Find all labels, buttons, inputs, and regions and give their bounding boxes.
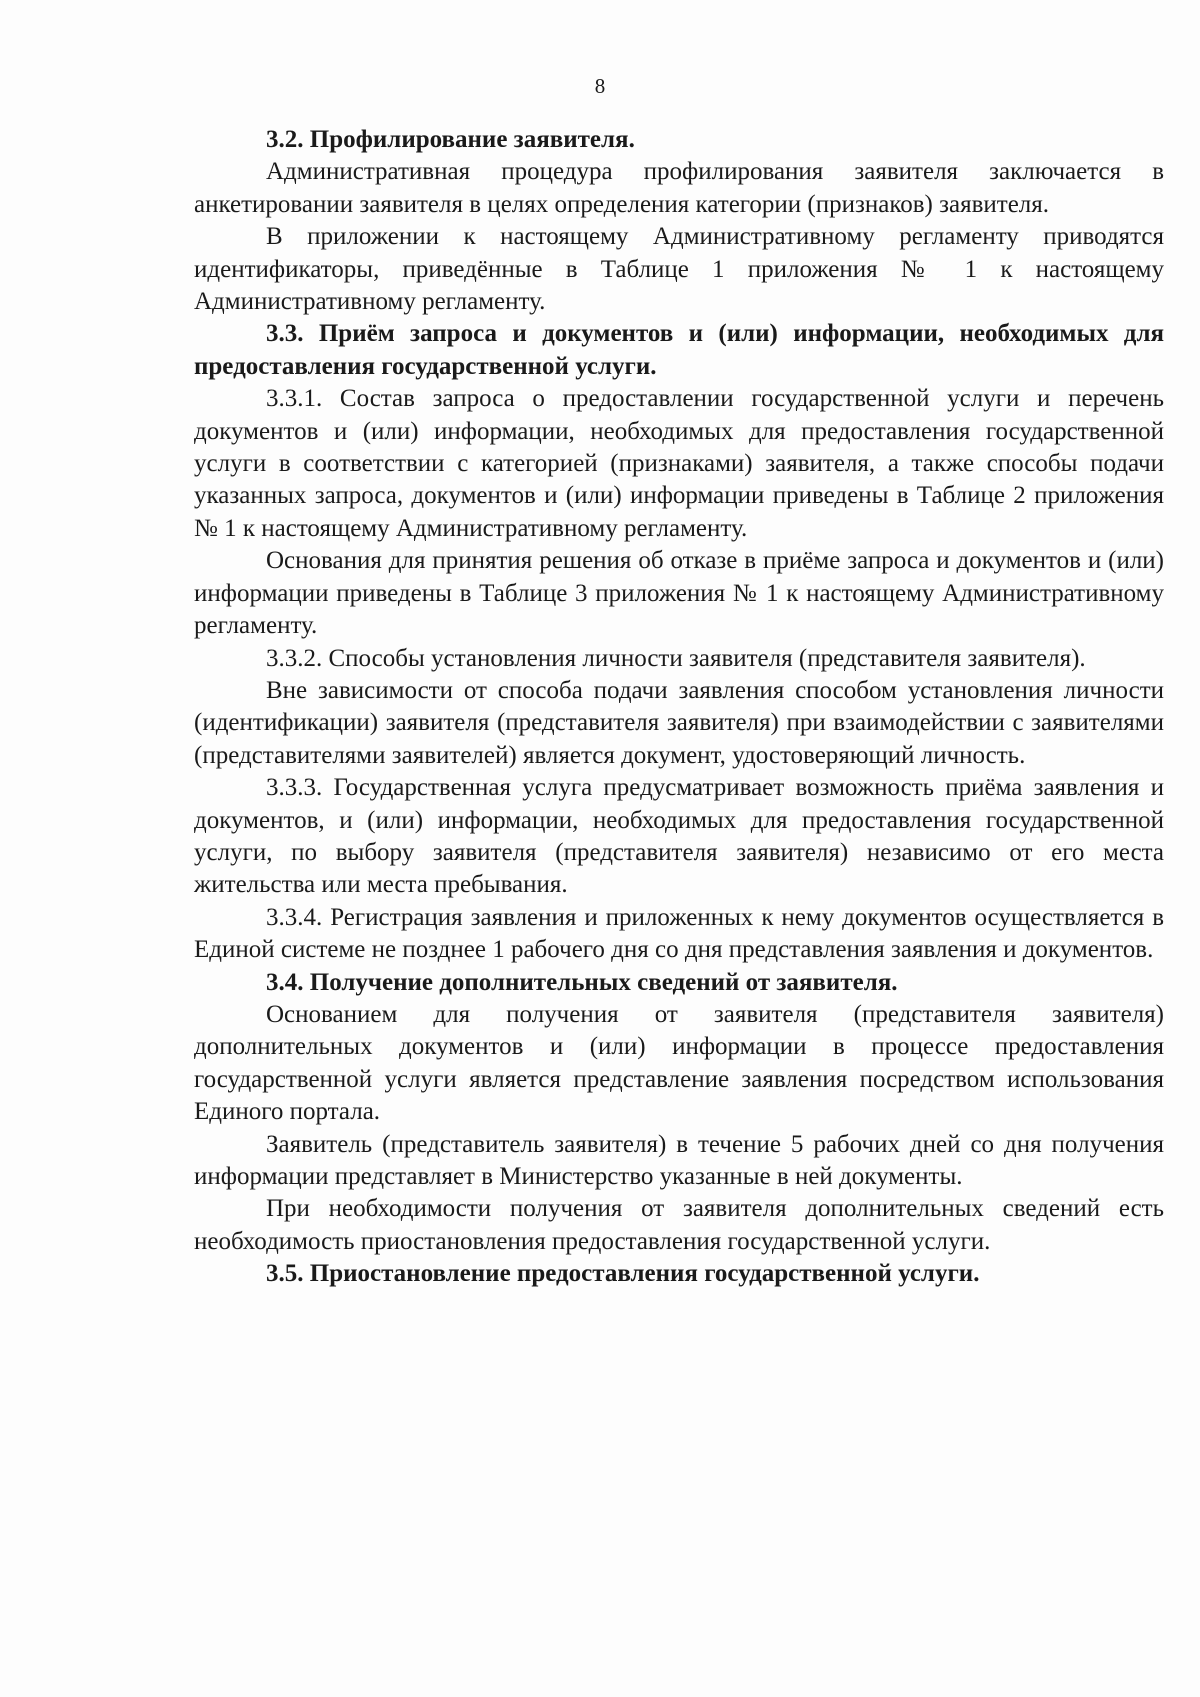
paragraph-five-days: Заявитель (представитель заявителя) в течение 5 рабочих дней со дня получения информации представляет в Министерство указанные в ней документы. bbox=[194, 1130, 1164, 1190]
paragraph-3-3-1: 3.3.1. Состав запроса о предоставлении государственной услуги и перечень документов и (или) информации, необходимых для предоставления государственной услуги в соответствии с категорией (признаками) заявителя, а также способы подачи указанных запроса, документов и (или) информации приведены в Таблице 2 приложения № 1 к настоящему Административному регламенту. bbox=[194, 385, 1164, 542]
paragraph-suspension-need: При необходимости получения от заявителя дополнительных сведений есть необходимость приостановления предоставления государственной услуги. bbox=[194, 1195, 1164, 1255]
page-number: 8 bbox=[594, 74, 606, 98]
paragraph-refusal-grounds: Основания для принятия решения об отказе в приёме запроса и документов и (или) информации приведены в Таблице 3 приложения № 1 к настоящему Административному регламенту. bbox=[194, 547, 1164, 640]
section-heading-3-4: 3.4. Получение дополнительных сведений от заявителя. bbox=[266, 968, 898, 996]
paragraph-identity-document: Вне зависимости от способа подачи заявления способом установления личности (идентификации) заявителя (представителя заявителя) при взаимодействии с заявителями (представителями заявителей) является документ, удостоверяющий личность. bbox=[194, 676, 1164, 769]
paragraph-additional-info-basis: Основанием для получения от заявителя (представителя заявителя) дополнительных документов и (или) информации в процессе предоставления государственной услуги является представление заявления посредством использования Единого портала. bbox=[194, 1000, 1164, 1126]
section-heading-3-5: 3.5. Приостановление предоставления государственной услуги. bbox=[266, 1260, 980, 1288]
paragraph-3-3-3: 3.3.3. Государственная услуга предусматривает возможность приёма заявления и документов, и (или) информации, необходимых для предоставления государственной услуги, по выбору заявителя (представителя заявителя) независимо от его места жительства или места пребывания. bbox=[194, 774, 1164, 899]
paragraph-identifiers-appendix: В приложении к настоящему Административному регламенту приводятся идентификаторы, приведённые в Таблице 1 приложения № 1 к настоящему Административному регламенту. bbox=[194, 223, 1164, 316]
paragraph-3-3-2: 3.3.2. Способы установления личности заявителя (представителя заявителя). bbox=[266, 644, 1086, 672]
section-heading-3-2: 3.2. Профилирование заявителя. bbox=[266, 126, 635, 153]
paragraph-3-3-4: 3.3.4. Регистрация заявления и приложенных к нему документов осуществляется в Единой системе не позднее 1 рабочего дня со дня представления заявления и документов. bbox=[194, 903, 1164, 964]
section-heading-3-3: 3.3. Приём запроса и документов и (или) информации, необходимых для предоставления государственной услуги. bbox=[194, 320, 1164, 380]
document-body bbox=[194, 124, 1164, 1291]
paragraph-profiling-procedure: Административная процедура профилирования заявителя заключается в анкетировании заявителя в целях определения категории (признаков) заявителя. bbox=[194, 158, 1164, 218]
